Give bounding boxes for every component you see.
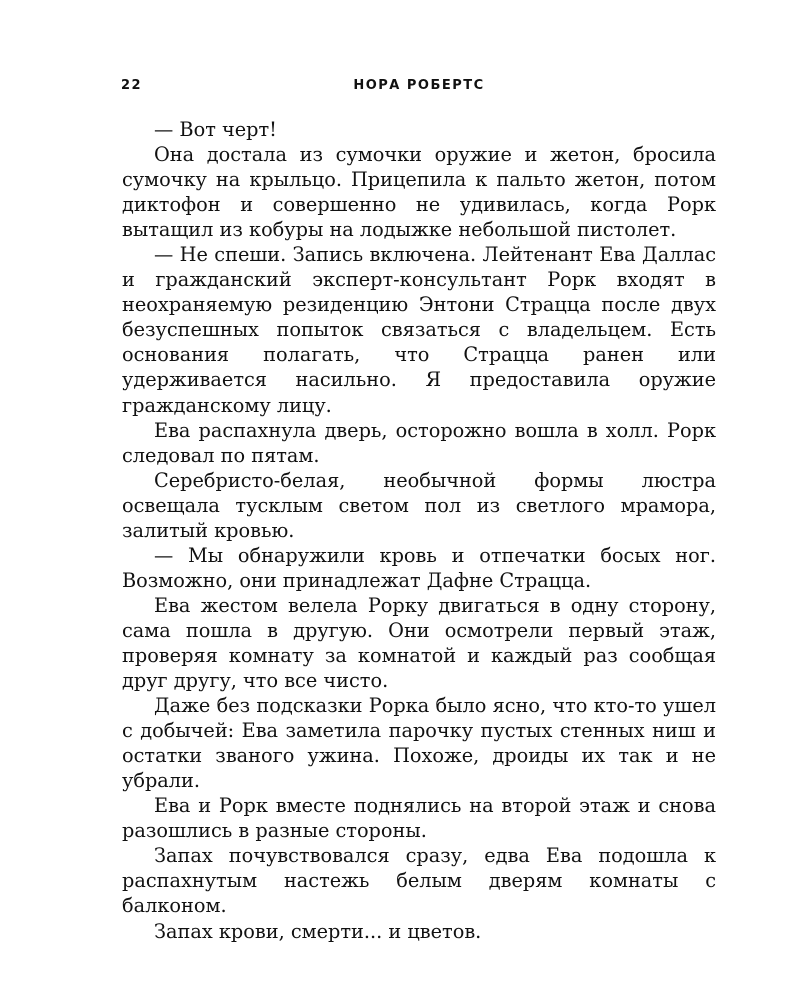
paragraph: Ева и Рорк вместе поднялись на второй этаж и снова разошлись в разные стороны. — [122, 794, 716, 843]
paragraph: Ева распахнула дверь, осторожно вошла в холл. Рорк следовал по пятам. — [122, 418, 716, 467]
page-number: 22 — [121, 78, 143, 93]
paragraph: Ева жестом велела Рорку двигаться в одну сторону, сама пошла в другую. Они осмотрели первый этаж, проверяя комнату за комнатой и каждый раз сообщая друг другу, что все чисто. — [122, 593, 716, 693]
paragraph: Запах почувствовался сразу, едва Ева подошла к распахнутым настежь белым дверям комнаты с балконом. — [122, 844, 716, 918]
paragraph: Даже без подсказки Рорка было ясно, что кто-то ушел с добычей: Ева заметила парочку пустых стенных ниш и остатки званого ужина. Похоже, дроиды их так и не убрали. — [122, 694, 716, 793]
running-head-author: НОРА РОБЕРТС — [353, 78, 485, 93]
body-text — [122, 117, 716, 944]
page-header — [121, 78, 717, 100]
paragraph: Запах крови, смерти... и цветов. — [154, 919, 482, 943]
paragraph: Серебристо-белая, необычной формы люстра освещала тусклым светом пол из светлого мрамора, залитый кровью. — [122, 468, 716, 542]
paragraph: — Мы обнаружили кровь и отпечатки босых ног. Возможно, они принадлежат Дафне Страцца. — [122, 543, 716, 592]
paragraph: — Вот черт! — [154, 118, 277, 141]
paragraph: — Не спеши. Запись включена. Лейтенант Ева Даллас и гражданский эксперт-консультант Рорк входят в неохраняемую резиденцию Энтони Страцца после двух безуспешных попыток связаться с владельцем. Есть основания полагать, что Страцца ранен или удерживается насильно. Я предоставила оружие гражданскому лицу. — [122, 243, 716, 417]
paragraph: Она достала из сумочки оружие и жетон, бросила сумочку на крыльцо. Прицепила к пальто жетон, потом диктофон и совершенно не удивилась, когда Рорк вытащил из кобуры на лодыжке небольшой пистолет. — [122, 143, 716, 242]
